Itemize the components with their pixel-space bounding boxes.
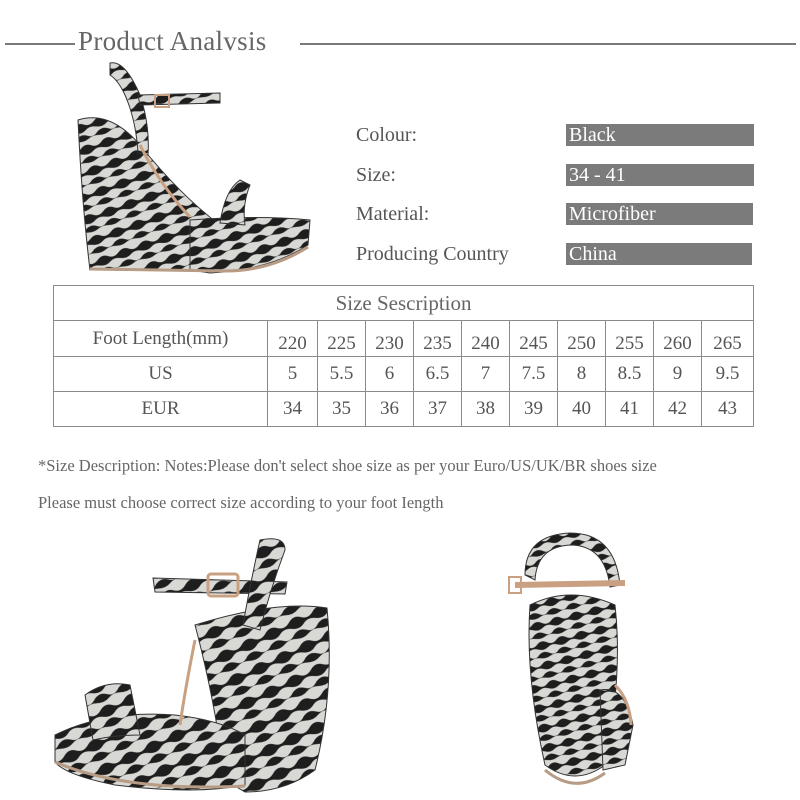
table-cell: 8	[558, 357, 606, 392]
table-cell: 7.5	[510, 357, 558, 392]
table-cell: 37	[414, 392, 462, 427]
spec-label-material: Material:	[356, 203, 430, 225]
table-cell: 35	[318, 392, 366, 427]
table-cell: 9.5	[702, 357, 754, 392]
table-row-eur	[54, 392, 754, 427]
table-cell: 5	[268, 357, 318, 392]
size-table-title: Size Sescription	[54, 286, 754, 321]
size-note-line-2: Please must choose correct size according to your foot Iength	[38, 493, 444, 512]
spec-value-country: China	[566, 243, 752, 265]
table-row-foot-length	[54, 321, 754, 357]
table-cell: 250	[558, 321, 606, 357]
spec-label-size: Size:	[356, 164, 396, 186]
table-cell: 6	[366, 357, 414, 392]
size-table	[53, 285, 754, 427]
table-cell: 6.5	[414, 357, 462, 392]
table-cell: 240	[462, 321, 510, 357]
row-label-foot-length: Foot Length(mm)	[54, 321, 268, 357]
table-cell: 7	[462, 357, 510, 392]
product-image-side	[70, 55, 320, 285]
table-cell: 42	[654, 392, 702, 427]
spec-value-size: 34 - 41	[566, 164, 754, 186]
table-cell: 40	[558, 392, 606, 427]
table-cell: 39	[510, 392, 558, 427]
table-cell: 8.5	[606, 357, 654, 392]
table-cell: 36	[366, 392, 414, 427]
spec-label-colour: Colour:	[356, 124, 418, 146]
table-cell: 38	[462, 392, 510, 427]
table-row-us	[54, 357, 754, 392]
row-label-eur: EUR	[54, 392, 268, 427]
table-cell: 235	[414, 321, 462, 357]
table-cell: 43	[702, 392, 754, 427]
header-rule-right	[300, 43, 796, 45]
spec-value-colour: Black	[566, 124, 754, 146]
table-cell: 34	[268, 392, 318, 427]
table-cell: 5.5	[318, 357, 366, 392]
spec-label-country: Producing Country	[356, 243, 509, 265]
table-cell: 245	[510, 321, 558, 357]
table-cell: 265	[702, 321, 754, 357]
header-rule-left	[5, 43, 75, 45]
page-title: Product Analvsis	[78, 26, 267, 56]
spec-value-material: Microfiber	[566, 203, 753, 225]
table-cell: 225	[318, 321, 366, 357]
table-cell: 220	[268, 321, 318, 357]
row-label-us: US	[54, 357, 268, 392]
table-cell: 9	[654, 357, 702, 392]
table-cell: 260	[654, 321, 702, 357]
product-image-back	[505, 525, 655, 800]
table-cell: 230	[366, 321, 414, 357]
product-image-angle	[45, 530, 345, 800]
table-cell: 41	[606, 392, 654, 427]
size-note-line-1: *Size Description: Notes:Please don't select shoe size as per your Euro/US/UK/BR shoes size	[38, 456, 657, 475]
table-cell: 255	[606, 321, 654, 357]
